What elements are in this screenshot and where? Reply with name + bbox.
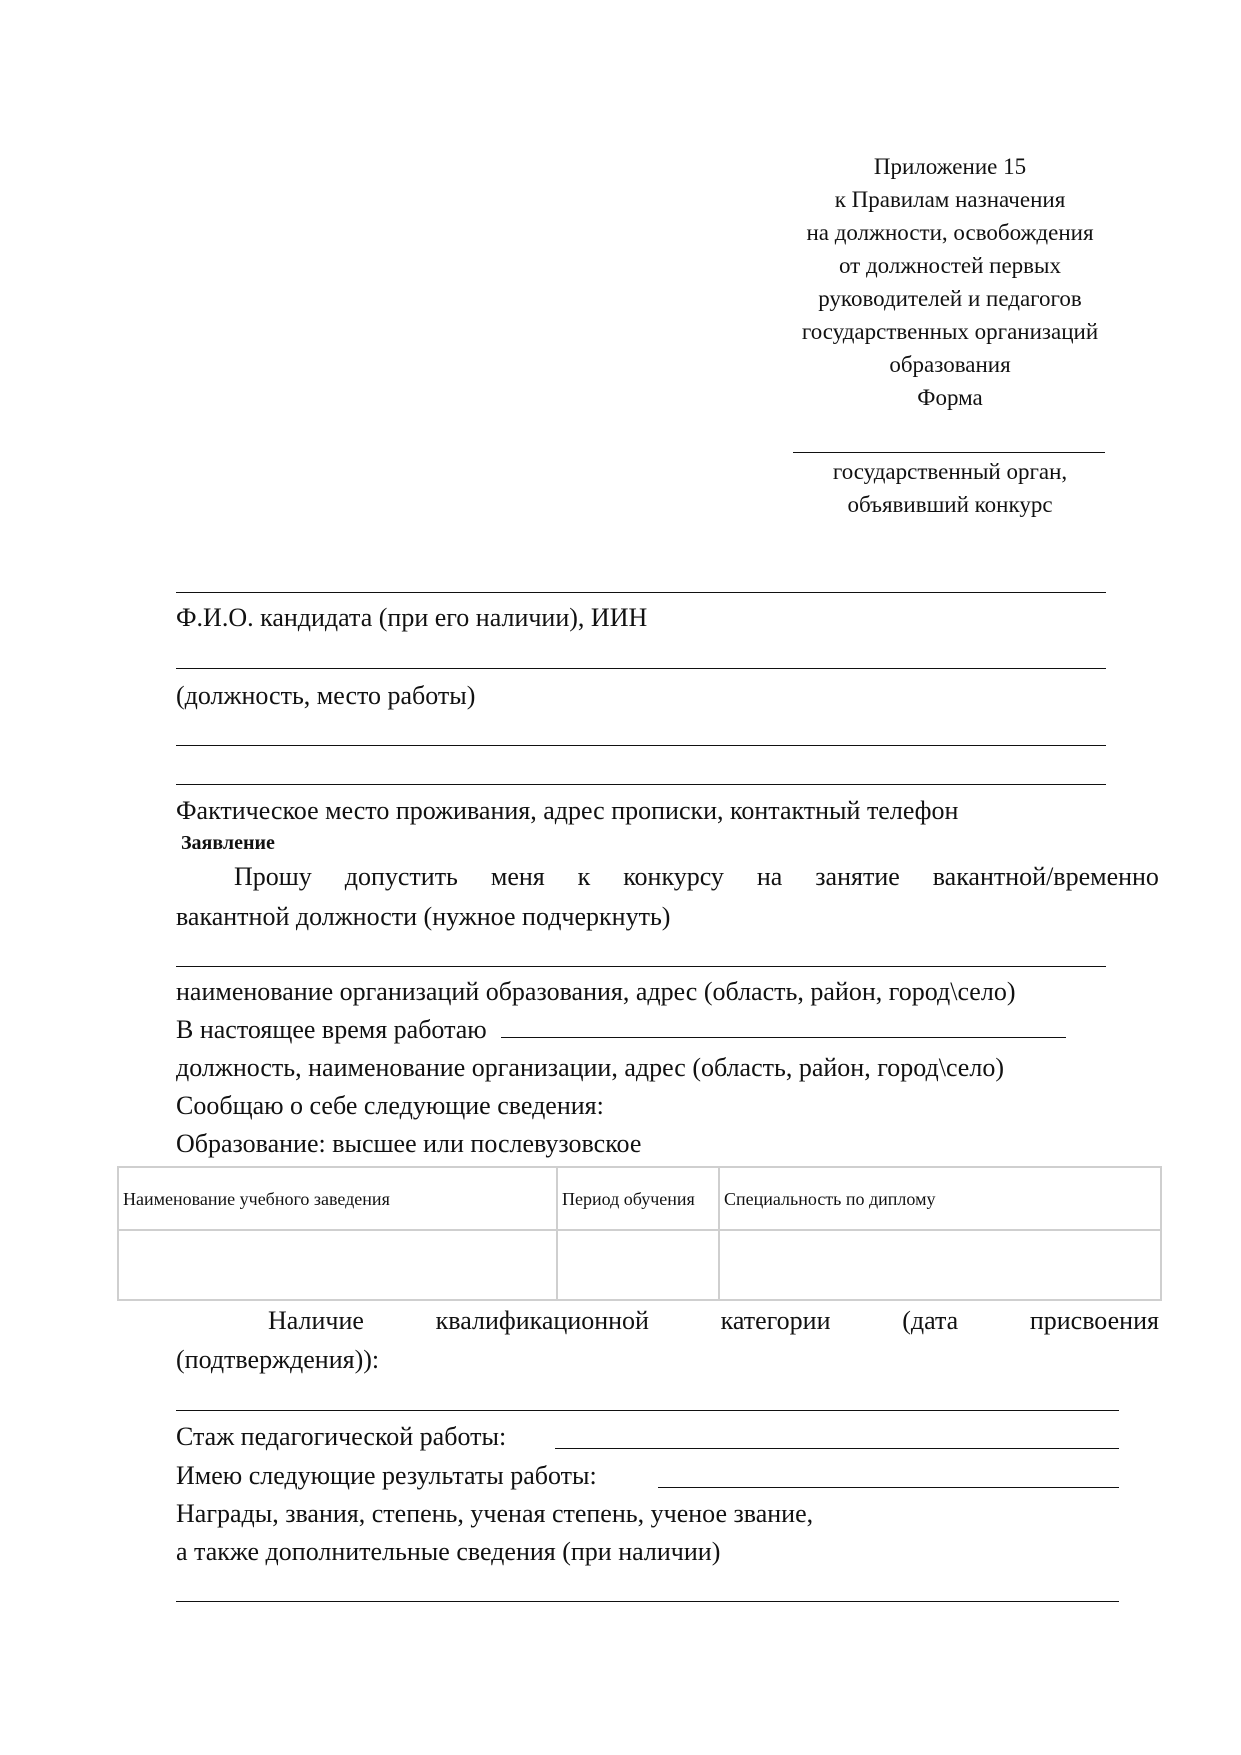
qualification-fill-line[interactable] bbox=[176, 1410, 1119, 1411]
qualification-word: присвоения bbox=[1029, 1306, 1159, 1335]
address-fill-line-1[interactable] bbox=[176, 745, 1106, 746]
table-cell[interactable] bbox=[118, 1230, 557, 1300]
teaching-experience-row bbox=[176, 1421, 506, 1453]
work-results-fill-line[interactable] bbox=[658, 1487, 1119, 1488]
appendix-header bbox=[780, 150, 1120, 414]
request-word: конкурсу bbox=[623, 862, 724, 891]
info-intro: Сообщаю о себе следующие сведения: bbox=[176, 1091, 604, 1120]
header-line: руководителей и педагогов bbox=[818, 286, 1082, 311]
education-table bbox=[117, 1166, 1162, 1301]
request-line-2: вакантной должности (нужное подчеркнуть) bbox=[176, 902, 671, 931]
current-work-row bbox=[176, 1014, 1066, 1046]
awards-line-2: а также дополнительные сведения (при наличии) bbox=[176, 1537, 721, 1566]
table-header-cell: Наименование учебного заведения bbox=[118, 1167, 557, 1230]
address-label: Фактическое место проживания, адрес прописки, контактный телефон bbox=[176, 796, 959, 825]
qualification-line-1 bbox=[268, 1306, 1159, 1336]
teaching-experience-fill-line[interactable] bbox=[555, 1448, 1119, 1449]
table-header-cell: Период обучения bbox=[557, 1167, 719, 1230]
table-header-cell: Специальность по диплому bbox=[719, 1167, 1161, 1230]
qualification-word: квалификационной bbox=[435, 1306, 649, 1335]
request-word: на bbox=[756, 862, 783, 891]
fio-label: Ф.И.О. кандидата (при его наличии), ИИН bbox=[176, 603, 648, 632]
table-cell[interactable] bbox=[719, 1230, 1161, 1300]
gov-caption-line: объявивший конкурс bbox=[847, 492, 1053, 517]
request-word: допустить bbox=[344, 862, 458, 891]
gov-body-caption bbox=[780, 455, 1120, 521]
header-line: образования bbox=[889, 352, 1011, 377]
table-cell[interactable] bbox=[557, 1230, 719, 1300]
table-header-row bbox=[118, 1167, 1161, 1230]
work-results-row bbox=[176, 1460, 597, 1492]
qualification-word: Наличие bbox=[268, 1306, 364, 1335]
gov-body-fill-line[interactable] bbox=[793, 452, 1105, 453]
gov-caption-line: государственный орган, bbox=[832, 459, 1068, 484]
position-fill-line[interactable] bbox=[176, 668, 1106, 669]
work-results-label: Имею следующие результаты работы: bbox=[176, 1461, 597, 1490]
education-label: Образование: высшее или послевузовское bbox=[176, 1129, 642, 1158]
statement-title: Заявление bbox=[181, 832, 275, 854]
current-work-label: В настоящее время работаю bbox=[176, 1015, 487, 1044]
address-fill-line-2[interactable] bbox=[176, 784, 1106, 785]
header-line: от должностей первых bbox=[838, 253, 1061, 278]
teaching-experience-label: Стаж педагогической работы: bbox=[176, 1422, 507, 1451]
request-word: вакантной/временно bbox=[932, 862, 1159, 891]
current-work-fill-line[interactable] bbox=[501, 1015, 1066, 1038]
awards-fill-line[interactable] bbox=[176, 1601, 1119, 1602]
form-label: Форма bbox=[917, 385, 983, 410]
header-line: государственных организаций bbox=[801, 319, 1099, 344]
request-word: к bbox=[577, 862, 591, 891]
request-word: занятие bbox=[815, 862, 900, 891]
qualification-word: (дата bbox=[902, 1306, 959, 1335]
request-line-1 bbox=[234, 862, 1159, 892]
organization-fill-line[interactable] bbox=[176, 966, 1106, 967]
fio-fill-line[interactable] bbox=[176, 592, 1106, 593]
header-line: Приложение 15 bbox=[873, 154, 1027, 179]
header-line: к Правилам назначения bbox=[834, 187, 1066, 212]
current-work-caption: должность, наименование организации, адрес (область, район, город\село) bbox=[176, 1053, 1004, 1082]
request-word: Прошу bbox=[234, 862, 312, 891]
awards-line-1: Награды, звания, степень, ученая степень, ученое звание, bbox=[176, 1499, 814, 1528]
position-label: (должность, место работы) bbox=[176, 681, 476, 710]
header-line: на должности, освобождения bbox=[806, 220, 1094, 245]
organization-caption: наименование организаций образования, адрес (область, район, город\село) bbox=[176, 977, 1016, 1006]
request-word: меня bbox=[490, 862, 545, 891]
table-row bbox=[118, 1230, 1161, 1300]
qualification-word: категории bbox=[720, 1306, 831, 1335]
qualification-line-2: (подтверждения)): bbox=[176, 1345, 380, 1374]
